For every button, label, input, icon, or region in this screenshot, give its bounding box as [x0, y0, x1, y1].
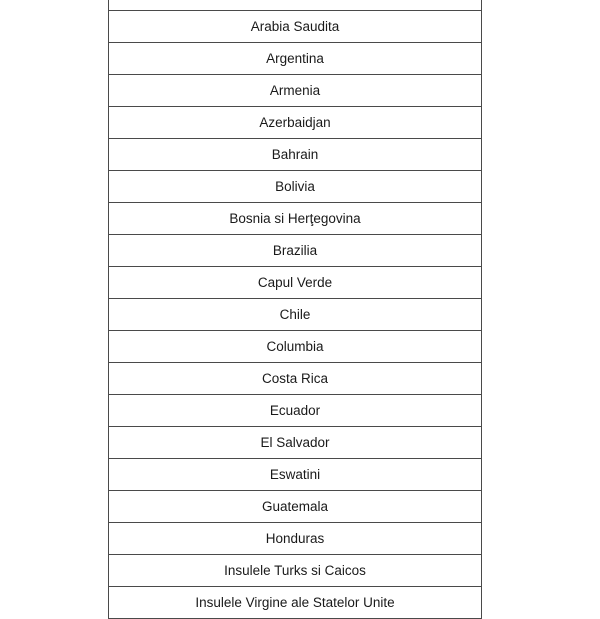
country-name-cell: Bosnia si Herţegovina	[109, 203, 482, 235]
country-name-cell: Insulele Turks si Caicos	[109, 555, 482, 587]
table-row	[109, 11, 482, 43]
country-name-cell: Ecuador	[109, 395, 482, 427]
table-row	[109, 107, 482, 139]
table-row	[109, 267, 482, 299]
table-row	[109, 139, 482, 171]
country-name-cell: Capul Verde	[109, 267, 482, 299]
table-row	[109, 459, 482, 491]
table-row	[109, 331, 482, 363]
table-row	[109, 235, 482, 267]
country-name-cell: Azerbaidjan	[109, 107, 482, 139]
country-table	[108, 0, 482, 619]
country-name-cell: Costa Rica	[109, 363, 482, 395]
country-table-body	[109, 0, 482, 619]
table-row	[109, 555, 482, 587]
table-row	[109, 363, 482, 395]
table-row	[109, 75, 482, 107]
country-table-container	[108, 0, 482, 619]
table-row	[109, 427, 482, 459]
country-name-cell: Honduras	[109, 523, 482, 555]
country-name-cell: Armenia	[109, 75, 482, 107]
table-row	[109, 523, 482, 555]
table-row	[109, 203, 482, 235]
country-name-cell: Columbia	[109, 331, 482, 363]
table-row	[109, 491, 482, 523]
country-name-cell: Eswatini	[109, 459, 482, 491]
table-row	[109, 0, 482, 11]
country-name-cell: Brazilia	[109, 235, 482, 267]
country-name-cell: Arabia Saudita	[109, 11, 482, 43]
country-name-cell	[109, 0, 482, 11]
table-row	[109, 43, 482, 75]
country-name-cell: El Salvador	[109, 427, 482, 459]
country-name-cell: Argentina	[109, 43, 482, 75]
country-name-cell: Bahrain	[109, 139, 482, 171]
table-row	[109, 587, 482, 619]
table-row	[109, 171, 482, 203]
country-name-cell: Insulele Virgine ale Statelor Unite	[109, 587, 482, 619]
table-row	[109, 299, 482, 331]
country-name-cell: Guatemala	[109, 491, 482, 523]
country-name-cell: Chile	[109, 299, 482, 331]
table-row	[109, 395, 482, 427]
country-name-cell: Bolivia	[109, 171, 482, 203]
